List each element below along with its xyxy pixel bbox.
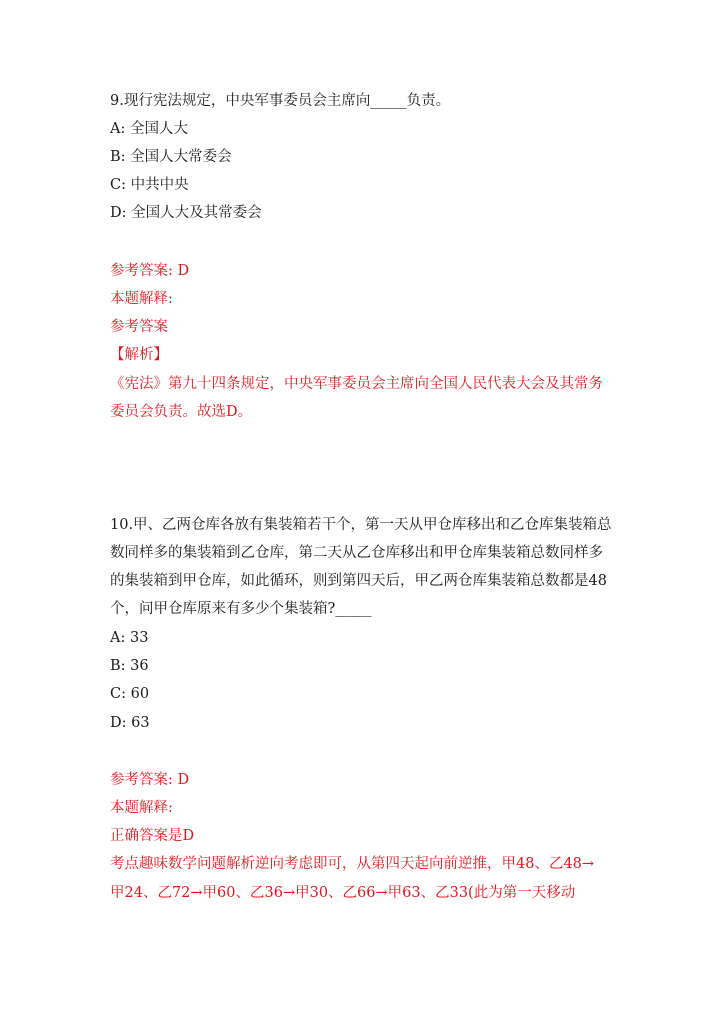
question-10-stem-line-2: 数同样多的集装箱到乙仓库，第二天从乙仓库移出和甲仓库集装箱总数同样多: [110, 545, 603, 561]
question-9-analysis-tag: 【解析】: [110, 347, 168, 363]
question-9-option-b: B: 全国人大常委会: [110, 149, 232, 165]
question-9-option-d: D: 全国人大及其常委会: [110, 205, 262, 221]
question-9-option-c: C: 中共中央: [110, 177, 189, 193]
question-10-answer: 参考答案: D: [110, 772, 190, 788]
question-10-option-a: A: 33: [110, 630, 149, 646]
question-9-stem: 9.现行宪法规定，中央军事委员会主席向_____负责。: [110, 93, 451, 109]
question-9-analysis-line-1: 《宪法》第九十四条规定，中央军事委员会主席向全国人民代表大会及其常务: [110, 376, 603, 392]
question-9-analysis-line-2: 委员会负责。故选D。: [110, 404, 253, 420]
question-10-stem-line-1: 10.甲、乙两仓库各放有集装箱若干个，第一天从甲仓库移出和乙仓库集装箱总: [110, 517, 612, 533]
question-10-stem-line-4: 个，问甲仓库原来有多少个集装箱?_____: [110, 601, 372, 617]
question-10-correct-answer: 正确答案是D: [110, 828, 195, 844]
question-10-explanation-label: 本题解释:: [110, 800, 173, 816]
question-10-option-c: C: 60: [110, 686, 150, 702]
question-9-explanation-label: 本题解释:: [110, 291, 173, 307]
question-9-answer: 参考答案: D: [110, 263, 190, 279]
question-10-stem-line-3: 的集装箱到甲仓库，如此循环，则到第四天后，甲乙两仓库集装箱总数都是48: [110, 573, 607, 589]
question-10-analysis-line-1: 考点趣味数学问题解析逆向考虑即可，从第四天起向前逆推，甲48、乙48→: [110, 856, 595, 872]
question-10-analysis-line-2: 甲24、乙72→甲60、乙36→甲30、乙66→甲63、乙33(此为第一天移动: [110, 885, 576, 901]
question-9-answer-ref: 参考答案: [110, 319, 168, 335]
question-9-option-a: A: 全国人大: [110, 121, 188, 137]
question-10-option-d: D: 63: [110, 715, 150, 731]
question-10-option-b: B: 36: [110, 658, 149, 674]
